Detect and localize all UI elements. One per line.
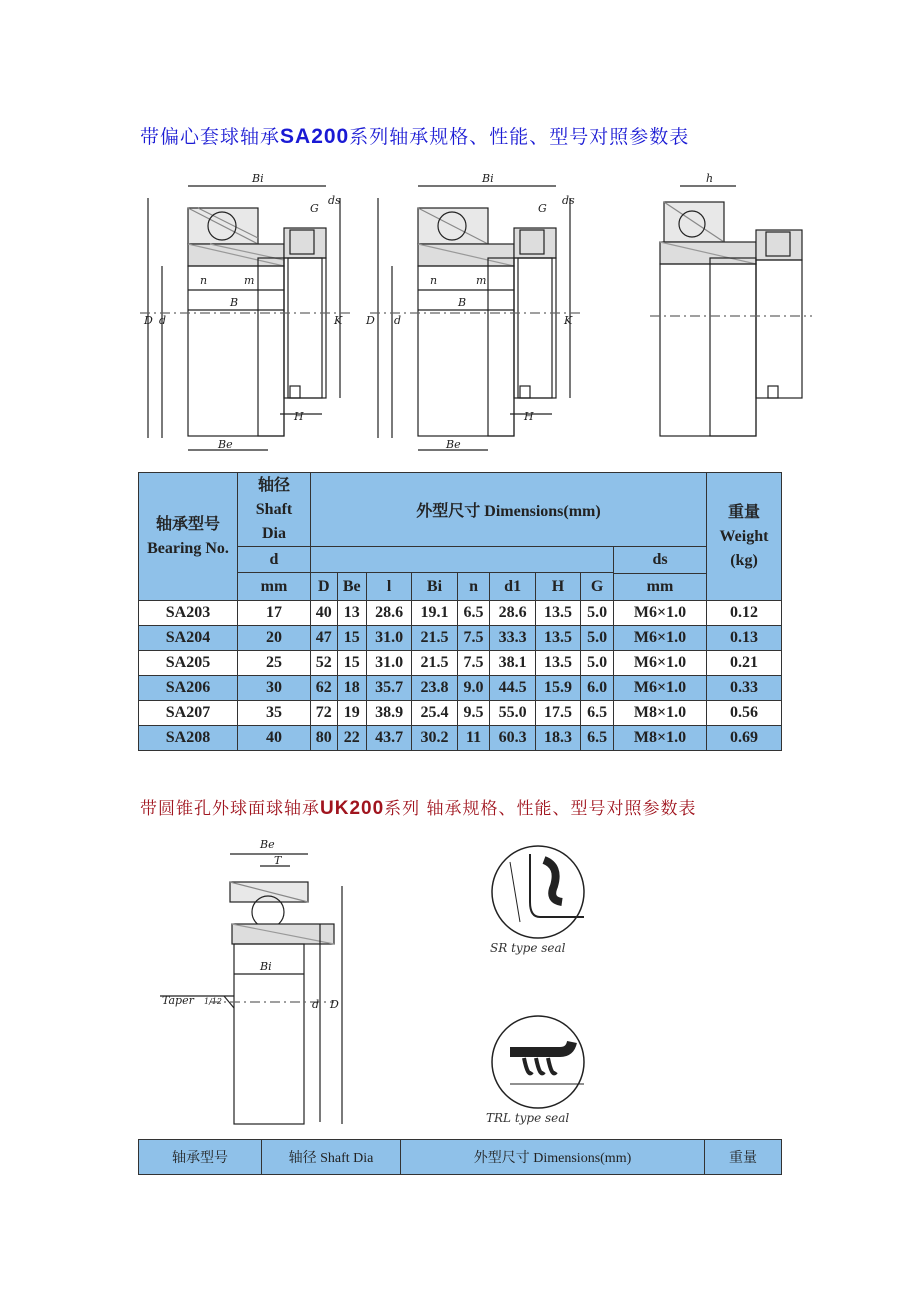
table-cell: 21.5 <box>412 651 457 676</box>
table-cell: 7.5 <box>457 626 490 651</box>
table-cell: 43.7 <box>366 726 411 751</box>
table-cell: 20 <box>238 626 311 651</box>
th-col-g: G <box>581 573 614 601</box>
table-cell: 19.1 <box>412 601 457 626</box>
sa200-bearing-drawings <box>140 168 820 462</box>
table-cell: 7.5 <box>457 651 490 676</box>
title1-prefix: 带偏心套球轴承 <box>140 126 281 148</box>
label-h: H <box>294 410 304 423</box>
table-cell: 23.8 <box>412 676 457 701</box>
th-shaft-d: d <box>238 547 311 573</box>
table-cell: 72 <box>311 701 338 726</box>
label-k: K <box>334 314 343 327</box>
th-col-n: n <box>457 573 490 601</box>
title2-prefix: 带圆锥孔外球面球轴承 <box>140 799 320 819</box>
uk-th-weight: 重量 <box>705 1140 782 1175</box>
table-cell: 13.5 <box>535 651 580 676</box>
table-cell: M6×1.0 <box>614 676 707 701</box>
label-d-upper: D <box>144 314 153 327</box>
title1-suffix: 系列轴承规格、性能、型号对照参数表 <box>349 126 690 148</box>
table-cell: 30.2 <box>412 726 457 751</box>
spec-rows <box>139 601 782 751</box>
uk200-spec-table <box>138 1139 782 1175</box>
table-cell: 25 <box>238 651 311 676</box>
table-cell: 17 <box>238 601 311 626</box>
bearing-drawing-a <box>140 186 354 450</box>
table-cell: 11 <box>457 726 490 751</box>
table-cell: 55.0 <box>490 701 535 726</box>
table-cell: 22 <box>337 726 366 751</box>
label-bi: Bi <box>252 172 264 185</box>
label-uk-d-upper: D <box>330 998 339 1011</box>
table-cell: SA208 <box>139 726 238 751</box>
label-ds: ds <box>328 194 341 207</box>
th-bearing-no: 轴承型号 Bearing No. <box>139 473 238 601</box>
label-d-lower: d <box>159 314 167 327</box>
table-cell: 6.0 <box>581 676 614 701</box>
table-cell: 33.3 <box>490 626 535 651</box>
th-mm: mm <box>238 573 311 601</box>
section1-title <box>140 122 689 149</box>
table-row <box>139 651 782 676</box>
label-d-upper-b: D <box>366 314 375 327</box>
table-cell: SA207 <box>139 701 238 726</box>
th-empty <box>311 547 614 573</box>
label-h-small: h <box>706 172 714 185</box>
label-b: B <box>230 296 239 309</box>
table-cell: SA205 <box>139 651 238 676</box>
table-cell: 9.5 <box>457 701 490 726</box>
table-cell: 6.5 <box>581 726 614 751</box>
label-be: Be <box>218 438 233 451</box>
table-cell: 28.6 <box>490 601 535 626</box>
table-cell: 40 <box>238 726 311 751</box>
table-cell: 38.9 <box>366 701 411 726</box>
label-uk-taper-ratio: 1/12 <box>204 997 222 1006</box>
table-cell: 28.6 <box>366 601 411 626</box>
th-col-bi: Bi <box>412 573 457 601</box>
th-col-be: Be <box>337 573 366 601</box>
label-b-b: B <box>458 296 467 309</box>
table-cell: 5.0 <box>581 651 614 676</box>
table-cell: 5.0 <box>581 626 614 651</box>
table-cell: 6.5 <box>581 701 614 726</box>
th-weight: 重量 Weight (kg) <box>707 473 782 601</box>
label-uk-d-lower: d <box>312 998 320 1011</box>
table-cell: 21.5 <box>412 626 457 651</box>
table-cell: SA203 <box>139 601 238 626</box>
table-cell: 18 <box>337 676 366 701</box>
th-ds: ds <box>614 547 706 574</box>
th-shaft-dia: 轴径 Shaft Dia <box>238 473 311 547</box>
table-cell: 6.5 <box>457 601 490 626</box>
table-cell: SA206 <box>139 676 238 701</box>
table-row <box>139 626 782 651</box>
label-h-b: H <box>524 410 534 423</box>
uk200-bearing-drawing <box>140 832 360 1132</box>
th-dimensions: 外型尺寸 Dimensions(mm) <box>311 473 707 547</box>
table-cell: 19 <box>337 701 366 726</box>
trl-seal-label: TRL type seal <box>486 1111 570 1125</box>
table-cell: 31.0 <box>366 626 411 651</box>
label-uk-be: Be <box>260 838 275 851</box>
table-row <box>139 676 782 701</box>
table-cell: 13 <box>337 601 366 626</box>
sr-seal-drawing <box>480 842 600 962</box>
label-m: m <box>244 274 255 287</box>
table-cell: 35.7 <box>366 676 411 701</box>
title2-code: UK200 <box>320 798 385 819</box>
table-cell: 0.12 <box>707 601 782 626</box>
sa200-spec-table <box>138 472 782 751</box>
th-col-d1: d1 <box>490 573 535 601</box>
table-row <box>139 601 782 626</box>
table-cell: M8×1.0 <box>614 701 707 726</box>
table-cell: 9.0 <box>457 676 490 701</box>
th-col-d: D <box>311 573 338 601</box>
table-cell: 0.13 <box>707 626 782 651</box>
th-col-l: l <box>366 573 411 601</box>
table-cell: 18.3 <box>535 726 580 751</box>
table-cell: 47 <box>311 626 338 651</box>
table-cell: 40 <box>311 601 338 626</box>
th-ds-mm: mm <box>646 578 674 595</box>
label-d-lower-b: d <box>394 314 402 327</box>
table-cell: SA204 <box>139 626 238 651</box>
bearing-drawing-b <box>370 186 584 450</box>
label-uk-t: T <box>274 854 282 867</box>
table-cell: 0.56 <box>707 701 782 726</box>
table-cell: M6×1.0 <box>614 601 707 626</box>
th-col-h: H <box>535 573 580 601</box>
table-cell: 35 <box>238 701 311 726</box>
table-cell: 60.3 <box>490 726 535 751</box>
table-cell: 15 <box>337 626 366 651</box>
label-ds-b: ds <box>562 194 575 207</box>
table-cell: 30 <box>238 676 311 701</box>
label-uk-bi: Bi <box>260 960 272 973</box>
label-g-b: G <box>538 202 547 215</box>
table-cell: 5.0 <box>581 601 614 626</box>
table-cell: 31.0 <box>366 651 411 676</box>
label-uk-taper: Taper <box>162 994 194 1007</box>
table-row <box>139 726 782 751</box>
table-cell: 0.33 <box>707 676 782 701</box>
table-cell: 38.1 <box>490 651 535 676</box>
table-cell: M6×1.0 <box>614 651 707 676</box>
table-cell: 25.4 <box>412 701 457 726</box>
table-cell: 80 <box>311 726 338 751</box>
table-cell: 62 <box>311 676 338 701</box>
uk-th-shaft-dia: 轴径 Shaft Dia <box>262 1140 401 1175</box>
section2-title <box>140 794 697 820</box>
label-n-b: n <box>430 274 438 287</box>
uk-th-bearing-no: 轴承型号 <box>139 1140 262 1175</box>
trl-seal-drawing <box>480 1012 610 1134</box>
title1-code: SA200 <box>280 125 350 148</box>
table-cell: 52 <box>311 651 338 676</box>
label-be-b: Be <box>446 438 461 451</box>
label-n: n <box>200 274 208 287</box>
table-row <box>139 701 782 726</box>
bearing-drawing-c <box>650 186 812 436</box>
table-cell: 44.5 <box>490 676 535 701</box>
table-cell: 0.21 <box>707 651 782 676</box>
table-cell: M6×1.0 <box>614 626 707 651</box>
sr-seal-label: SR type seal <box>490 941 566 955</box>
label-m-b: m <box>476 274 487 287</box>
label-g: G <box>310 202 319 215</box>
label-k-b: K <box>564 314 573 327</box>
table-cell: 15.9 <box>535 676 580 701</box>
uk-th-dimensions: 外型尺寸 Dimensions(mm) <box>401 1140 705 1175</box>
table-cell: 13.5 <box>535 601 580 626</box>
table-cell: 15 <box>337 651 366 676</box>
table-cell: 0.69 <box>707 726 782 751</box>
table-cell: 13.5 <box>535 626 580 651</box>
table-cell: M8×1.0 <box>614 726 707 751</box>
label-bi-b: Bi <box>482 172 494 185</box>
table-cell: 17.5 <box>535 701 580 726</box>
title2-suffix: 系列 轴承规格、性能、型号对照参数表 <box>384 799 697 819</box>
